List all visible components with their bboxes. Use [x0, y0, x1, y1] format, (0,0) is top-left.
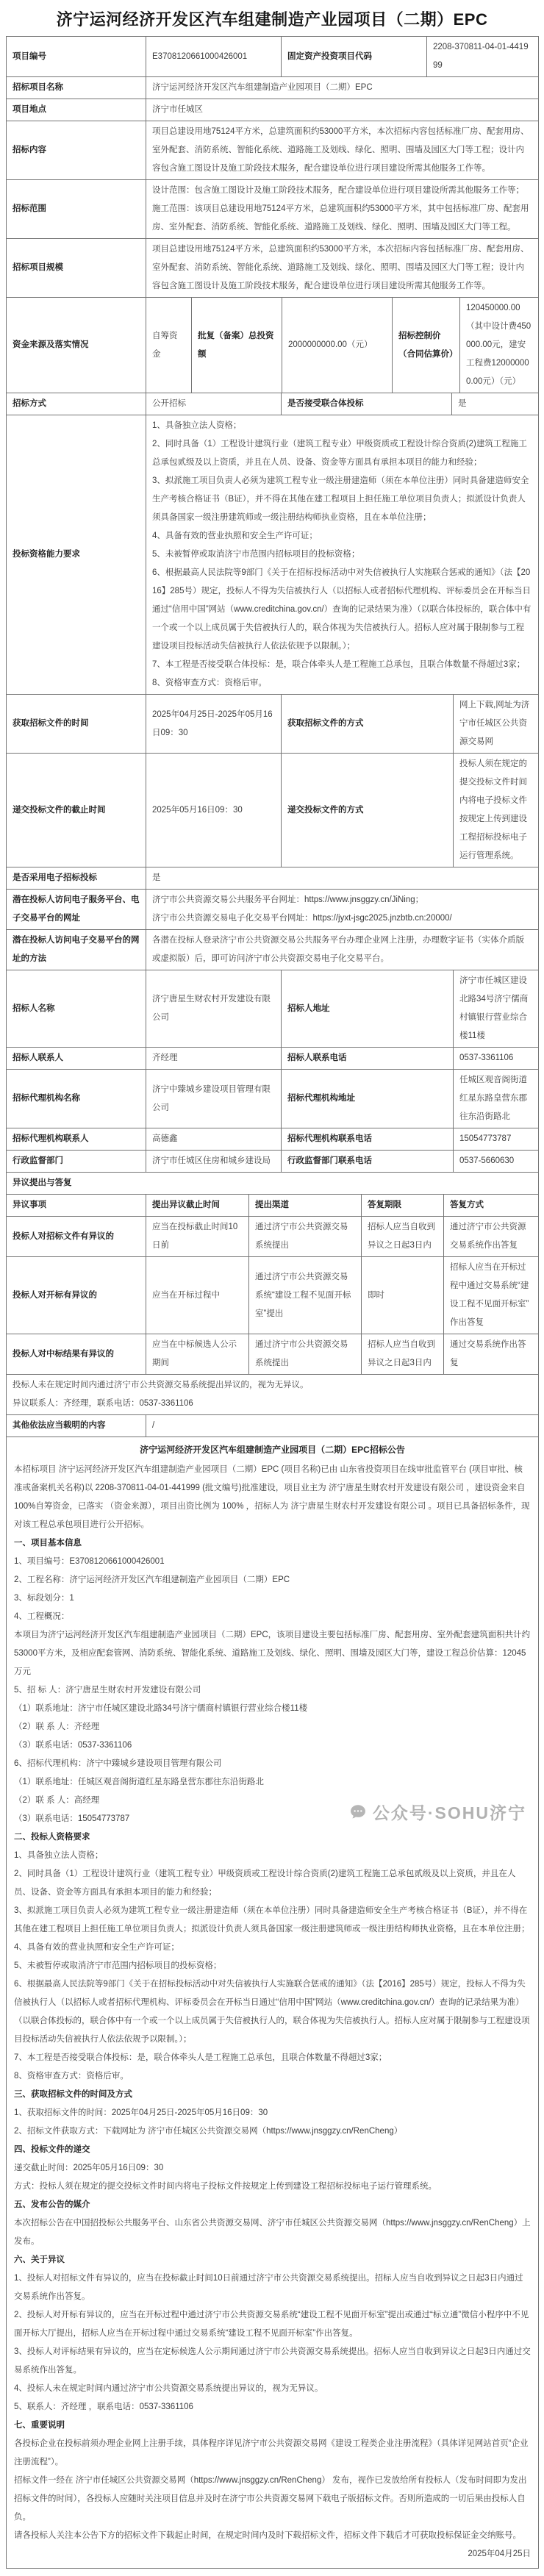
objection-reply-method: 招标人应当在开标过程中通过交易系统“建设工程不见面开标室”作出答复 — [444, 1257, 539, 1334]
objection-col-matter: 异议事项 — [7, 1195, 146, 1217]
project-basic-rows — [6, 76, 539, 298]
other-content-value: / — [146, 1415, 539, 1437]
qualification-line: 6、根据最高人民法院等9部门《关于在招标投标活动中对失信被执行人实施联合惩戒的通知》（法【2016】285号）规定，投标人不得为失信被执行人（以招标人或者招标代理机构、评标委员会在开标当日通过“信用中国”网站（www.creditchina.gov.cn/）查询的记录结果为准）（以联合体投标的，联合体中有一个或一个以上成员属于失信被执行人的，联合体视为失信被执行人。招标人应对属于限制参与工程建设项目投标活动失信被执行人依法依规予以限制。）； — [152, 568, 532, 651]
tender-method-value: 公开招标 — [146, 393, 282, 415]
e-bidding-label: 是否采用电子招标投标 — [7, 867, 146, 890]
agency-phone-value: 15054773787 — [454, 1128, 539, 1151]
announcement-intro: 本招标项目 济宁运河经济开发区汽车组建制造产业园项目（二期）EPC (项目名称)已由 山东省投资项目在线审批监管平台 (项目审批、核准或备案机关名称)以 2208-370811-04-01-441999 (批文编号)批准建设，项目业主为 济宁唐星生财农村开发建设有限公司 ，建设资金来自 100%自筹资金，已落实 （资金来源），项目出资比例为 100% ，招标人为 济宁唐星生财农村开发建设有限公司 。项目已具备招标条件，现对该工程总承包项目进行公开招标。 — [14, 1465, 530, 1529]
platform-url-label: 潜在投标人访问电子服务平台、电子交易平台的网址 — [7, 890, 146, 930]
obtain-time-value: 2025年04月25日-2025年05月16日09：30 — [146, 695, 282, 754]
objection-header-row — [6, 1172, 539, 1195]
qualification-line: 3、拟派施工项目负责人必须为建筑工程专业一级注册建造师（须在本单位注册）同时具备建造师安全生产考核合格证书（B证），并不得在其他在建工程项目上担任施工单位项目负责人；拟派设计负责人须具备国家一级注册建筑师或一级注册结构师执业资格，且在本单位注册； — [152, 476, 529, 522]
project-no-value: E3708120661000426001 — [146, 37, 282, 77]
qualification-line: 1、具备独立法人资格； — [152, 421, 242, 430]
funding-source-value: 自筹资金 — [146, 298, 192, 393]
qualification-value — [146, 415, 539, 695]
announcement-section — [6, 1437, 539, 2569]
qualification-label: 投标资格能力要求 — [7, 415, 146, 695]
announcement-heading-6: 六、关于异议 — [14, 2255, 65, 2264]
qualification-line: 5、未被暂停或取消济宁市范围内招标项目的投标资格； — [152, 550, 360, 559]
submit-method-value: 投标人须在规定的提交投标文件时间内将电子投标文件按规定上传到建设工程招标投标电子运行管理系统。 — [454, 754, 539, 867]
project-no-label: 项目编号 — [7, 37, 146, 77]
agency-contact-value: 高德鑫 — [146, 1128, 282, 1151]
objection-deadline: 应当在开标过程中 — [146, 1257, 249, 1334]
qualification-line: 4、具备有效的营业执照和安全生产许可证； — [152, 532, 318, 540]
approved-investment-value: 2000000000.00（元） — [282, 298, 393, 393]
announcement-heading-4: 四、投标文件的递交 — [14, 2145, 90, 2154]
announcement-heading-7: 七、重要说明 — [14, 2421, 65, 2430]
watermark-label: 公众号·SOHU济宁 — [372, 1803, 526, 1822]
announcement-line: 8、资格审查方式：资格后审。 — [14, 2072, 129, 2081]
platform-access-method-value: 各潜在投标人登录济宁市公共资源交易公共服务平台办理企业网上注册，办理数字证书（实体介质版或虚拟版）后，即可访问济宁市公共资源交易电子化交易平台。 — [146, 930, 539, 970]
announcement-line: （2）联 系 人：高经理 — [14, 1796, 100, 1805]
objection-col-deadline: 提出异议截止时间 — [146, 1195, 249, 1217]
objection-matter: 投标人对招标文件有异议的 — [7, 1217, 146, 1257]
objection-channel: 通过济宁市公共资源交易系统“建设工程不见面开标室”提出 — [249, 1257, 362, 1334]
announcement-line: 递交截止时间：2025年05月16日09：30 — [14, 2164, 164, 2172]
service-platform-url: 济宁市公共资源交易公共服务平台网址：https://www.jnsggzy.cn/JiNing； — [152, 895, 424, 904]
announcement-line: 2、招标文件获取方式：下载网址为 济宁市任城区公共资源交易网（https://www.jnsggzy.cn/RenCheng） — [14, 2127, 403, 2136]
asset-code-value: 2208-370811-04-01-441999 — [427, 37, 539, 77]
objection-matter: 投标人对开标有异议的 — [7, 1257, 146, 1334]
objection-note-contact: 异议联系人：齐经理，联系电话：0537-3361106 — [12, 1399, 193, 1408]
tenderer-phone-label: 招标人联系电话 — [282, 1048, 454, 1070]
announcement-date: 2025年04月25日 — [468, 2550, 531, 2558]
announcement-heading-3: 三、获取招标文件的时间及方式 — [14, 2090, 132, 2099]
announcement-line: 3、拟派施工项目负责人必须为建筑工程专业一级注册建造师（须在本单位注册）同时具备建造师安全生产考核合格证书（B证），并不得在其他在建工程项目上担任施工单位项目负责人；拟派设计负责人须具备国家一级注册建筑师或一级注册结构师执业资格，且在本单位注册； — [14, 1906, 530, 1933]
qualification-line: 8、资格审查方式：资格后审。 — [152, 679, 267, 687]
control-price-label: 招标控制价（合同估算价） — [393, 298, 460, 393]
objection-matter: 投标人对中标结果有异议的 — [7, 1334, 146, 1375]
announcement-line: （3）联系电话：15054773787 — [14, 1814, 130, 1823]
agency-address-value: 任城区观音阁街道红星东路皇营东郡往东沿街路北 — [454, 1070, 539, 1128]
announcement-line: 2、投标人对开标有异议的，应当在开标过程中通过济宁市公共资源交易系统“建设工程不见面开标室”提出或通过“标立通”微信小程序中不见面开标大厅提出，招标人应当在开标过程中通过交易系统“建设工程不见面开标室”作出答复。 — [14, 2311, 529, 2338]
supervisor-phone-value: 0537-5660630 — [454, 1151, 539, 1173]
obtain-method-value: 网上下载,网址为济宁市任城区公共资源交易网 — [454, 695, 539, 754]
trade-platform-url: 济宁市公共资源交易电子化交易平台网址：https://jyxt-jsgc2025.jnzbtb.cn:20000/ — [152, 914, 452, 923]
objection-row-result — [7, 1334, 539, 1375]
objection-column-header-row — [7, 1195, 539, 1217]
objection-notes — [7, 1375, 539, 1415]
agency-name-label: 招标代理机构名称 — [7, 1070, 146, 1128]
other-content-row — [6, 1414, 539, 1437]
announcement-line: （3）联系电话：0537-3361106 — [14, 1741, 132, 1750]
announcement-line: 1、具备独立法人资格； — [14, 1851, 104, 1860]
objection-row-documents — [7, 1217, 539, 1257]
objection-col-reply-period: 答复期限 — [362, 1195, 444, 1217]
announcement-line: 1、项目编号：E3708120661000426001 — [14, 1557, 165, 1566]
tender-method-label: 招标方式 — [7, 393, 146, 415]
announcement-body — [7, 1437, 539, 2569]
control-price-value: 120450000.00（其中设计费450000.00元，建安工程费120000000.00元）（元） — [460, 298, 539, 393]
announcement-line: 2、工程名称：济宁运河经济开发区汽车组建制造产业园项目（二期）EPC — [14, 1575, 290, 1584]
objection-notes-row — [6, 1374, 539, 1415]
e-bidding-value: 是 — [146, 867, 539, 890]
scope-design-line: 设计范围：包含施工图设计及施工阶段技术服务，配合建设单位进行项目建设所需其他服务工作等； — [152, 186, 524, 195]
tenderer-name-label: 招标人名称 — [7, 970, 146, 1048]
announcement-line: 本项目为济宁运河经济开发区汽车组建制造产业园项目（二期）EPC，该项目建设主要包括标准厂房、配套用房、室外配套建筑面积共计约53000平方米，及相应配套管网、消防系统、智能化系统、道路施工及划线、绿化、照明、围墙及园区大门等，建设工程总价估算：12045万元 — [14, 1631, 531, 1676]
approved-investment-label: 批复（备案）总投资额 — [192, 298, 282, 393]
objection-reply-period: 招标人应当自收到异议之日起3日内 — [362, 1217, 444, 1257]
consortium-value: 是 — [452, 393, 539, 415]
contact-rows — [6, 970, 539, 1173]
tender-name-value: 济宁运河经济开发区汽车组建制造产业园项目（二期）EPC — [146, 77, 539, 99]
announcement-line: 各投标企业在投标前须办理企业网上注册手续，具体程序详见济宁市公共资源交易网《建设工程类企业注册流程》（具体详见网站首页“企业注册流程”）。 — [14, 2439, 529, 2466]
objection-channel: 通过济宁市公共资源交易系统提出 — [249, 1334, 362, 1375]
announcement-line: 2、同时具备（1）工程设计建筑行业（建筑工程专业）甲级资质或工程设计综合资质(2)建筑工程施工总承包贰级及以上资质，并且在人员、设备、资金等方面具有承担本项目的能力和经验； — [14, 1870, 516, 1897]
announcement-line: 6、根据最高人民法院等9部门《关于在招标投标活动中对失信被执行人实施联合惩戒的通知》（法【2016】285号）规定，投标人不得为失信被执行人（以招标人或者招标代理机构、评标委员会在开标当日通过“信用中国”网站（www.creditchina.gov.cn/）查询的记录结果为准）（以联合体投标的，联合体中有一个或一个以上成员属于失信被执行人的，联合体视为失信被执行人。招标人应对属于限制参与工程建设项目投标活动失信被执行人依法依规予以限制。）； — [14, 1980, 530, 2044]
objection-col-reply-method: 答复方式 — [444, 1195, 539, 1217]
submit-deadline-label: 递交投标文件的截止时间 — [7, 754, 146, 867]
announcement-heading-5: 五、发布公告的媒介 — [14, 2200, 90, 2209]
objection-row-opening — [7, 1257, 539, 1334]
project-scale-value: 项目总建设用地75124平方米，总建筑面积约53000平方米，本次招标内容包括标准厂房、配套用房、室外配套、消防系统、智能化系统、道路施工及划线、绿化、照明、围墙及园区大门等工程；设计内容包含施工图设计及施工阶段技术服务，配合建设单位进行项目建设所需其他服务工作等。 — [146, 239, 539, 298]
supervisor-value: 济宁市任城区住房和城乡建设局 — [146, 1151, 282, 1173]
announcement-line: （1）联系地址：任城区观音阁街道红星东路皇营东郡往东沿街路北 — [14, 1778, 264, 1786]
announcement-line: 4、投标人未在规定时间内通过济宁市公共资源交易系统提出异议的，视为无异议。 — [14, 2384, 323, 2393]
submit-method-label: 递交投标文件的方式 — [282, 754, 454, 867]
tenderer-phone-value: 0537-3361106 — [454, 1048, 539, 1070]
supervisor-phone-label: 行政监督部门联系电话 — [282, 1151, 454, 1173]
announcement-line: 6、招标代理机构：济宁中臻城乡建设项目管理有限公司 — [14, 1759, 222, 1768]
agency-phone-label: 招标代理机构联系电话 — [282, 1128, 454, 1151]
announcement-line: 本次招标公告在中国招投标公共服务平台、山东省公共资源交易网、济宁市任城区公共资源交易网（https://www.jnsggzy.cn/RenCheng）上发布。 — [14, 2219, 531, 2246]
tenderer-name-value: 济宁唐星生财农村开发建设有限公司 — [146, 970, 282, 1048]
agency-name-value: 济宁中臻城乡建设项目管理有限公司 — [146, 1070, 282, 1128]
announcement-line: 5、招 标 人：济宁唐星生财农村开发建设有限公司 — [14, 1686, 201, 1695]
announcement-line: 7、本工程是否接受联合体投标：是，联合体牵头人是工程施工总承包，且联合体数量不得超过3家； — [14, 2053, 387, 2062]
agency-address-label: 招标代理机构地址 — [282, 1070, 454, 1128]
tender-name-label: 招标项目名称 — [7, 77, 146, 99]
objection-deadline: 应当在中标候选人公示期间 — [146, 1334, 249, 1375]
announcement-line: 请各投标人关注本公告下方的招标文件下载起止时间，在规定时间内及时下载招标文件，招标文件下载后才可获取投标保证金交纳账号。 — [14, 2531, 521, 2540]
tender-scope-label: 招标范围 — [7, 180, 146, 239]
tenderer-address-value: 济宁市任城区建设北路34号济宁儒商村镇银行营业综合楼11楼 — [454, 970, 539, 1048]
supervisor-label: 行政监督部门 — [7, 1151, 146, 1173]
announcement-line: 4、工程概况： — [14, 1612, 70, 1621]
project-scale-label: 招标项目规模 — [7, 239, 146, 298]
tender-method-row — [6, 393, 539, 415]
document-time-rows — [6, 694, 539, 867]
objection-note-no-objection: 投标人未在规定时间内通过济宁市公共资源交易系统提出异议的，视为无异议。 — [12, 1381, 309, 1389]
page-title: 济宁运河经济开发区汽车组建制造产业园项目（二期）EPC — [56, 10, 488, 29]
platform-rows — [6, 867, 539, 970]
tenderer-contact-value: 齐经理 — [146, 1048, 282, 1070]
submit-deadline-value: 2025年05月16日09：30 — [146, 754, 282, 867]
objection-reply-period: 即时 — [362, 1257, 444, 1334]
announcement-line: 方式：投标人须在规定的提交投标文件时间内将电子投标文件按规定上传到建设工程招标投标电子运行管理系统。 — [14, 2182, 437, 2191]
announcement-line: （1）联系地址：济宁市任城区建设北路34号济宁儒商村镇银行营业综合楼11楼 — [14, 1704, 308, 1713]
qualification-line: 2、同时具备（1）工程设计建筑行业（建筑工程专业）甲级资质或工程设计综合资质(2)建筑工程施工总承包贰级及以上资质，并且在人员、设备、资金等方面具有承担本项目的能力和经验； — [152, 440, 527, 467]
tenderer-contact-label: 招标人联系人 — [7, 1048, 146, 1070]
announcement-line: 3、投标人对评标结果有异议的，应当在定标候选人公示期间通过济宁市公共资源交易系统提出。招标人应当自收到异议之日起3日内通过交易系统作出答复。 — [14, 2347, 531, 2375]
consortium-label: 是否接受联合体投标 — [282, 393, 452, 415]
announcement-heading-1: 一、项目基本信息 — [14, 1539, 82, 1548]
other-content-label: 其他依法应当载明的内容 — [7, 1415, 146, 1437]
scope-construction-line: 施工范围：该项目总建设用地75124平方米，总建筑面积约53000平方米，其中包括标准厂房、配套用房、室外配套、消防系统、智能化系统、道路施工及划线、绿化、照明、围墙及园区大门等工程。 — [152, 204, 529, 232]
objection-channel: 通过济宁市公共资源交易系统提出 — [249, 1217, 362, 1257]
announcement-line: 3、标段划分：1 — [14, 1594, 74, 1603]
announcement-line: 5、未被暂停或取消济宁市范围内招标项目的投标资格； — [14, 1961, 222, 1970]
objection-col-channel: 提出渠道 — [249, 1195, 362, 1217]
tender-content-value: 项目总建设用地75124平方米，总建筑面积约53000平方米，本次招标内容包括标准厂房、配套用房、室外配套、消防系统、智能化系统、道路施工及划线、绿化、照明、围墙及园区大门等工程；设计内容包含施工图设计及施工阶段技术服务，配合建设单位进行项目建设所需其他服务工作等。 — [146, 121, 539, 180]
obtain-time-label: 获取招标文件的时间 — [7, 695, 146, 754]
announcement-line: 1、投标人对招标文件有异议的，应当在投标截止时间10日前通过济宁市公共资源交易系统提出。招标人应当自收到异议之日起3日内通过交易系统作出答复。 — [14, 2274, 523, 2301]
objection-table — [6, 1194, 539, 1375]
objection-deadline: 应当在投标截止时间10日前 — [146, 1217, 249, 1257]
objection-section-title: 异议提出与答复 — [7, 1173, 539, 1195]
announcement-title: 济宁运河经济开发区汽车组建制造产业园项目（二期）EPC招标公告 — [140, 1445, 405, 1455]
platform-url-value — [146, 890, 539, 930]
platform-access-method-label: 潜在投标人访问电子交易平台的网址的方法 — [7, 930, 146, 970]
announcement-line: 5、联系人：齐经理 ，联系电话：0537-3361106 — [14, 2403, 193, 2411]
funding-label: 资金来源及落实情况 — [7, 298, 146, 393]
agency-contact-label: 招标代理机构联系人 — [7, 1128, 146, 1151]
project-id-row — [6, 36, 539, 77]
tenderer-address-label: 招标人地址 — [282, 970, 454, 1048]
announcement-line: 1、获取招标文件的时间：2025年04月25日-2025年05月16日09：30 — [14, 2108, 268, 2117]
announcement-line: （2）联 系 人：齐经理 — [14, 1722, 100, 1731]
objection-reply-method: 通过交易系统作出答复 — [444, 1334, 539, 1375]
objection-reply-method: 通过济宁市公共资源交易系统作出答复 — [444, 1217, 539, 1257]
announcement-heading-2: 二、投标人资格要求 — [14, 1833, 90, 1842]
objection-reply-period: 招标人应当自收到异议之日起3日内 — [362, 1334, 444, 1375]
funding-row — [6, 297, 539, 393]
tender-content-label: 招标内容 — [7, 121, 146, 180]
qualification-row — [6, 415, 539, 695]
location-label: 项目地点 — [7, 99, 146, 121]
qualification-line: 7、本工程是否接受联合体投标：是，联合体牵头人是工程施工总承包，且联合体数量不得超过3家； — [152, 660, 526, 669]
location-value: 济宁市任城区 — [146, 99, 539, 121]
asset-code-label: 固定资产投资项目代码 — [282, 37, 427, 77]
tender-scope-value — [146, 180, 539, 239]
announcement-line: 4、具备有效的营业执照和安全生产许可证； — [14, 1943, 179, 1952]
announcement-line: 招标文件一经在 济宁市任城区公共资源交易网（https://www.jnsggzy.cn/RenCheng） 发布，视作已发放给所有投标人（发布时间即为发出招标文件的时间），各投标人应随时关注项目信息并及时在济宁市公共资源交易网下载电子版招标文件。否则所造成的一切后果由投标人自负。 — [14, 2476, 527, 2522]
obtain-method-label: 获取招标文件的方式 — [282, 695, 454, 754]
